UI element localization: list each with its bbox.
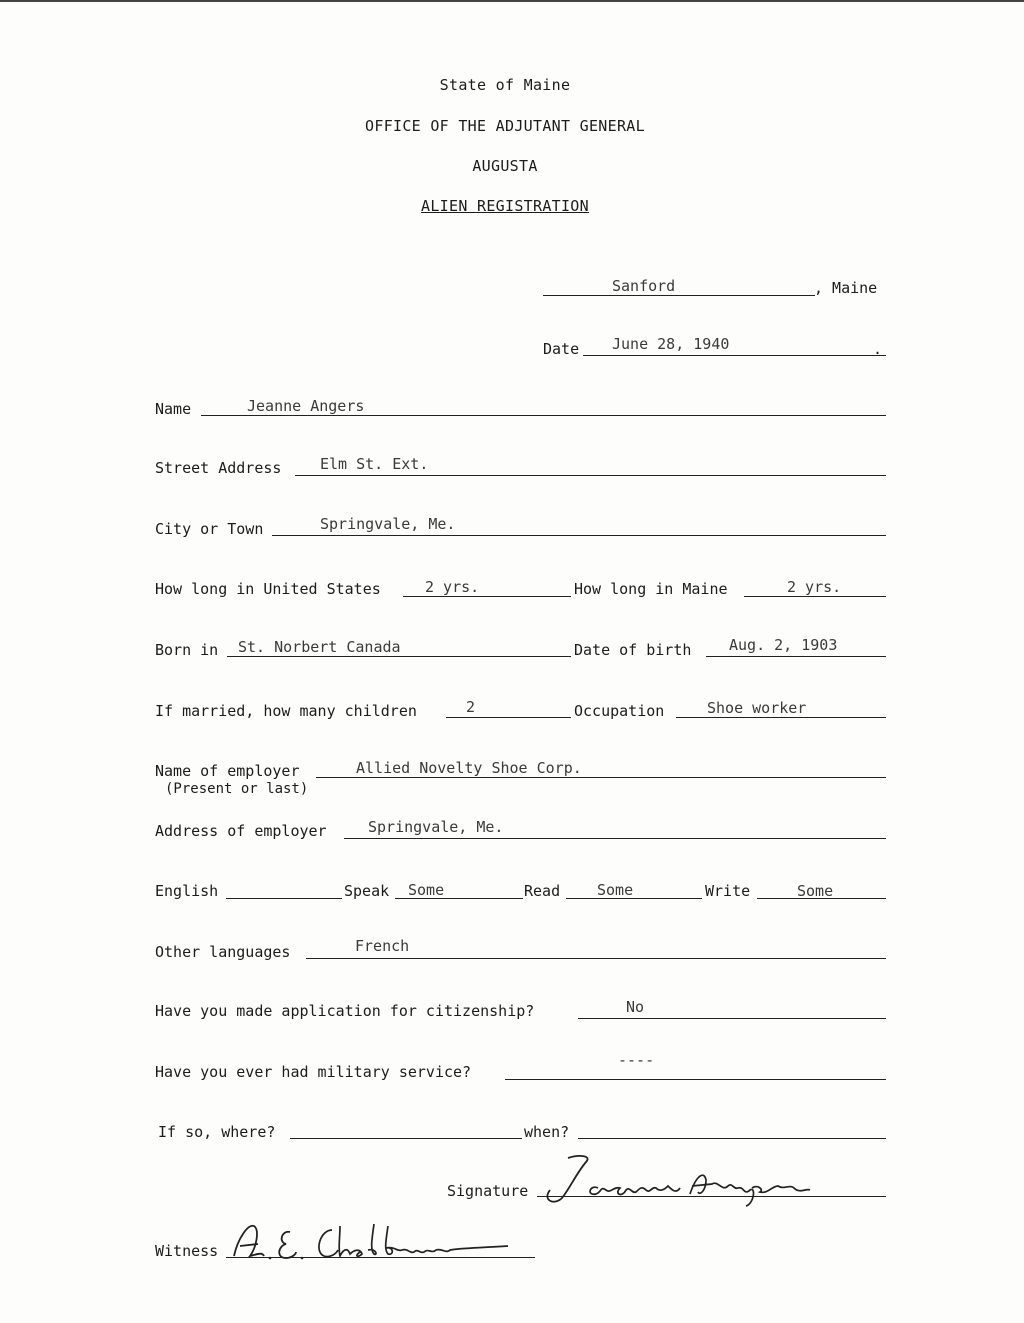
dob-line [706, 656, 886, 657]
us-time-label: How long in United States [155, 580, 381, 598]
date-value: June 28, 1940 [612, 335, 730, 353]
me-time-value: 2 yrs. [787, 578, 842, 596]
english-line [226, 898, 342, 899]
date-line [583, 355, 886, 356]
us-time-value: 2 yrs. [425, 578, 480, 596]
read-line [566, 898, 702, 899]
dob-value: Aug. 2, 1903 [729, 636, 838, 654]
born-label: Born in [155, 641, 219, 659]
where-line [290, 1138, 522, 1139]
occupation-label: Occupation [574, 702, 665, 720]
city-line [272, 535, 886, 536]
employer-addr-label: Address of employer [155, 822, 327, 840]
me-time-line [744, 596, 886, 597]
citizenship-line [578, 1018, 886, 1019]
children-line [446, 717, 571, 718]
city-label: City or Town [155, 520, 264, 538]
form-title: ALIEN REGISTRATION [421, 197, 589, 215]
born-line [227, 656, 571, 657]
military-value: ---- [618, 1051, 655, 1069]
military-label: Have you ever had military service? [155, 1063, 472, 1081]
place-suffix: , Maine [814, 279, 878, 297]
born-value: St. Norbert Canada [238, 638, 401, 656]
date-label: Date [543, 340, 580, 358]
street-line [295, 475, 886, 476]
header-city: AUGUSTA [472, 157, 538, 175]
occupation-value: Shoe worker [707, 699, 807, 717]
witness-signature-image [228, 1218, 528, 1268]
name-line [201, 415, 886, 416]
when-label: when? [524, 1123, 570, 1141]
read-label: Read [524, 882, 561, 900]
street-value: Elm St. Ext. [320, 455, 429, 473]
witness-label: Witness [155, 1242, 219, 1260]
write-label: Write [705, 882, 751, 900]
citizenship-label: Have you made application for citizenship? [155, 1002, 535, 1020]
city-value: Springvale, Me. [320, 515, 456, 533]
header-office: OFFICE OF THE ADJUTANT GENERAL [365, 117, 645, 135]
date-end: . [873, 340, 883, 358]
languages-line [306, 958, 886, 959]
employer-sublabel: (Present or last) [165, 781, 309, 797]
citizenship-value: No [626, 998, 645, 1016]
dob-label: Date of birth [574, 641, 692, 659]
employer-line [316, 777, 886, 778]
street-label: Street Address [155, 459, 282, 477]
speak-label: Speak [344, 882, 390, 900]
read-value: Some [597, 881, 634, 899]
write-value: Some [797, 882, 834, 900]
signature-label: Signature [447, 1182, 529, 1200]
employer-value: Allied Novelty Shoe Corp. [356, 759, 582, 777]
speak-value: Some [408, 881, 445, 899]
employer-addr-value: Springvale, Me. [368, 818, 504, 836]
place-line [543, 295, 815, 296]
where-label: If so, where? [158, 1123, 276, 1141]
us-time-line [403, 596, 571, 597]
name-label: Name [155, 400, 192, 418]
occupation-line [676, 717, 886, 718]
employer-addr-line [344, 838, 886, 839]
name-value: Jeanne Angers [247, 397, 365, 415]
employer-label: Name of employer [155, 762, 300, 780]
languages-label: Other languages [155, 943, 291, 961]
signature-image [540, 1150, 840, 1210]
children-label: If married, how many children [155, 702, 417, 720]
military-line [505, 1079, 886, 1080]
me-time-label: How long in Maine [574, 580, 728, 598]
children-value: 2 [466, 698, 476, 716]
english-label: English [155, 882, 219, 900]
languages-value: French [355, 937, 410, 955]
when-line [578, 1138, 886, 1139]
header-state: State of Maine [439, 76, 571, 94]
place-value: Sanford [612, 277, 676, 295]
